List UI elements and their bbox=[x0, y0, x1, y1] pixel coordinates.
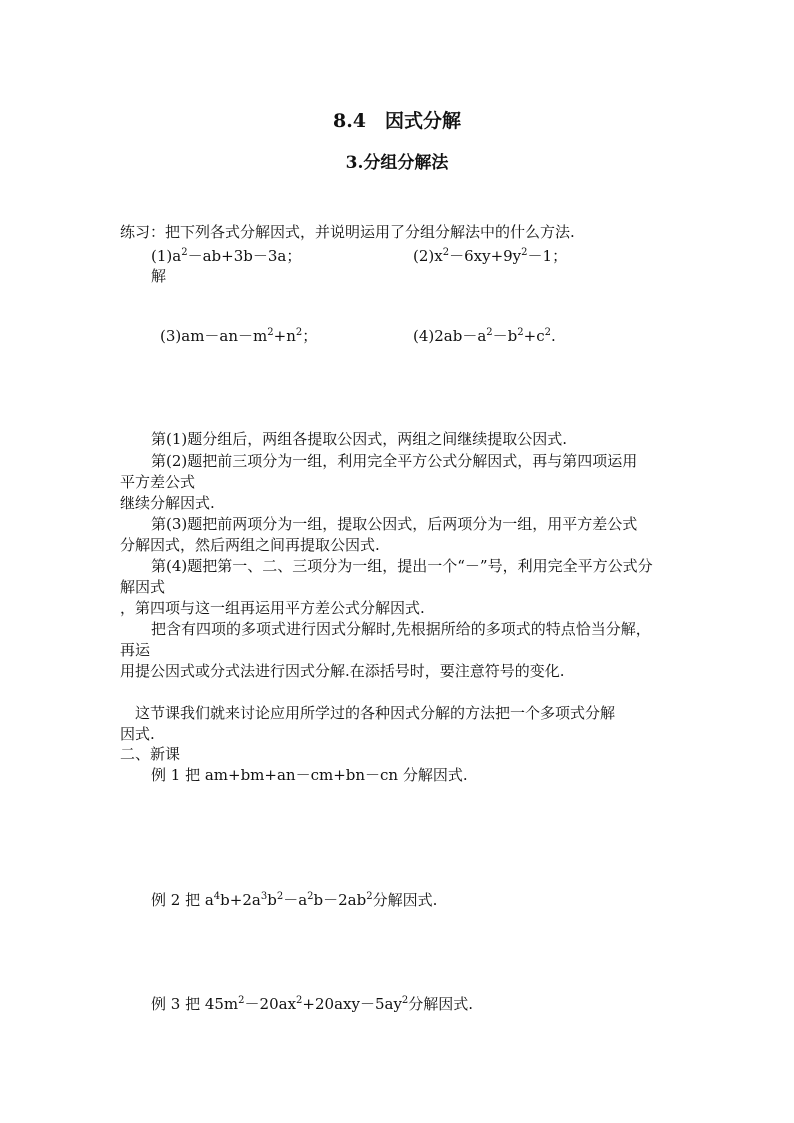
problem-4: $(4)2ab-a^2-b^2+c^2$. bbox=[413, 327, 556, 345]
page-subtitle: 3.分组分解法 bbox=[345, 153, 449, 173]
example-2: 例 2 把 $a^4b+2a^3b^2-a^2b-2ab^2$分解因式. bbox=[151, 891, 438, 909]
intro-paragraph: 这节课我们就来讨论应用所学过的各种因式分解的方法把一个多项式分解 bbox=[135, 704, 616, 722]
explanation-line: 解因式 bbox=[120, 578, 166, 596]
explanation-line: 再运 bbox=[120, 641, 151, 659]
problem-3: $(3)am-an-m^2+n^2$； bbox=[160, 327, 318, 345]
example-3: 例 3 把 $45m^2-20ax^2+20axy-5ay^2$分解因式. bbox=[151, 995, 474, 1013]
example-1: 例 1 把 am+bm+an－cm+bn－cn 分解因式. bbox=[151, 766, 468, 784]
explanation-line: 分解因式，然后两组之间再提取公因式. bbox=[120, 536, 380, 554]
solve-label: 解 bbox=[151, 267, 167, 285]
section-heading: 二、新课 bbox=[120, 745, 181, 763]
explanation-line: 平方差公式 bbox=[120, 473, 196, 491]
problem-1: $(1)a^2-ab+3b-3a$； bbox=[151, 247, 302, 265]
intro-paragraph: 因式. bbox=[120, 725, 155, 743]
explanation-line: 第(4)题把第一、二、三项分为一组，提出一个“－”号，利用完全平方公式分 bbox=[151, 557, 653, 575]
problem-2: $(2)x^2-6xy+9y^2-1$； bbox=[413, 247, 568, 265]
explanation-line: 第(2)题把前三项分为一组，利用完全平方公式分解因式，再与第四项运用 bbox=[151, 452, 638, 470]
page-title: 8.4 因式分解 bbox=[332, 110, 462, 132]
exercise-intro: 练习：把下列各式分解因式，并说明运用了分组分解法中的什么方法. bbox=[120, 223, 575, 241]
explanation-line: ，第四项与这一组再运用平方差公式分解因式. bbox=[120, 599, 425, 617]
explanation-line: 继续分解因式. bbox=[120, 494, 215, 512]
explanation-line: 第(3)题把前两项分为一组，提取公因式，后两项分为一组，用平方差公式 bbox=[151, 515, 638, 533]
explanation-line: 第(1)题分组后，两组各提取公因式，两组之间继续提取公因式. bbox=[151, 430, 568, 448]
explanation-line: 把含有四项的多项式进行因式分解时,先根据所给的多项式的特点恰当分解， bbox=[151, 620, 651, 638]
explanation-line: 用提公因式或分式法进行因式分解.在添括号时，要注意符号的变化. bbox=[120, 662, 565, 680]
